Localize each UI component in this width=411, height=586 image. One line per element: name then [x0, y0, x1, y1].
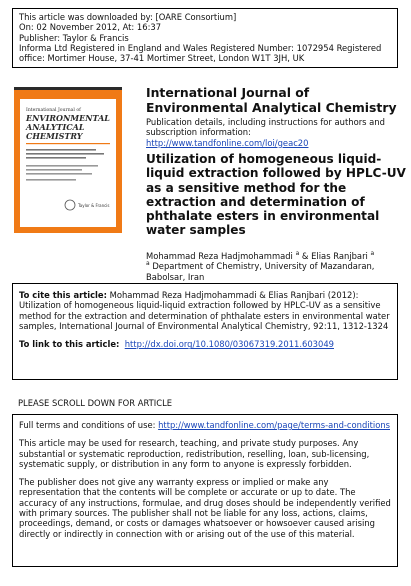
- author-2: & Elias Ranjbari: [301, 251, 368, 261]
- authors-line: [146, 251, 406, 261]
- terms-intro: Full terms and conditions of use:: [19, 420, 159, 430]
- cover-title-line-3: CHEMISTRY: [26, 131, 83, 141]
- citation-paragraph: [19, 290, 391, 331]
- terms-url-link[interactable]: http://www.tandfonline.com/page/terms-and-conditions: [158, 420, 390, 430]
- article-link-label: To link to this article:: [19, 339, 120, 350]
- cover-title-line-2: ANALYTICAL: [26, 122, 85, 132]
- article-link-line: [19, 339, 391, 349]
- journal-info-text: Publication details, including instructions for authors and subscription information:: [146, 117, 385, 138]
- citation-label: To cite this article:: [19, 290, 107, 300]
- cover-title-line-1: ENVIRONMENTAL: [26, 113, 110, 123]
- author-1: Mohammad Reza Hadjmohammadi: [146, 251, 293, 261]
- doi-link[interactable]: http://dx.doi.org/10.1080/03067319.2011.603049: [124, 339, 334, 350]
- scroll-note: PLEASE SCROLL DOWN FOR ARTICLE: [18, 398, 173, 408]
- affiliation-mark: a: [146, 260, 150, 268]
- registration-line: Informa Ltd Registered in England and Wales Registered Number: 1072954 Registered office: Mortimer House, 37-41 Mortimer Street, London W1T 3JH, UK: [19, 42, 382, 64]
- citation-box: [12, 283, 398, 380]
- journal-url-link[interactable]: http://www.tandfonline.com/loi/geac20: [146, 137, 309, 148]
- download-info-box: [12, 8, 398, 68]
- author-1-mark: a: [295, 250, 300, 258]
- affiliation: Department of Chemistry, University of Mazandaran, Babolsar, Iran: [146, 261, 375, 282]
- terms-paragraph-1: This article may be used for research, teaching, and private study purposes. Any substantial or systematic reproduction, redistribution, reselling, loan, sub-licensing, systematic supply, or distribution in any form to anyone is expressly forbidden.: [19, 438, 370, 469]
- cover-publisher: Taylor & Francis: [78, 203, 110, 208]
- publisher-line: Publisher: Taylor & Francis: [19, 32, 129, 43]
- terms-box: [12, 414, 398, 567]
- journal-title: International Journal of Environmental Analytical Chemistry: [146, 85, 397, 115]
- citation-text: Mohammad Reza Hadjmohammadi & Elias Ranjbari (2012): Utilization of homogeneous liquid-liquid extraction followed by HPLC-UV as a sensitive method for the extraction and determination of phthalate esters in environmental water samples, International Journal of Environmental Analytical Chemistry, 92:11, 1312-1324: [19, 290, 390, 331]
- terms-intro-line: [19, 420, 391, 430]
- download-line: This article was downloaded by: [OARE Consortium]: [19, 12, 237, 22]
- author-2-mark: a: [370, 250, 375, 258]
- article-title: Utilization of homogeneous liquid-liquid extraction followed by HPLC-UV as a sensitive method for the extraction and determination of phthalate esters in environmental water samples: [146, 152, 406, 238]
- date-line: On: 02 November 2012, At: 16:37: [19, 22, 162, 33]
- journal-cover-image: [14, 87, 122, 233]
- journal-info: [146, 117, 406, 148]
- terms-paragraph-2: The publisher does not give any warranty express or implied or make any representation that the contents will be complete or accurate or up to date. The accuracy of any instructions, formulae, and drug doses should be independently verified with primary sources. The publisher shall not be liable for any loss, actions, claims, proceedings, demand, or costs or damages whatsoever or howsoever caused arising directly or indirectly in connection with or arising out of the use of this material.: [19, 477, 391, 539]
- affiliation-line: [146, 261, 406, 282]
- cover-brand: International Journal of: [26, 108, 81, 113]
